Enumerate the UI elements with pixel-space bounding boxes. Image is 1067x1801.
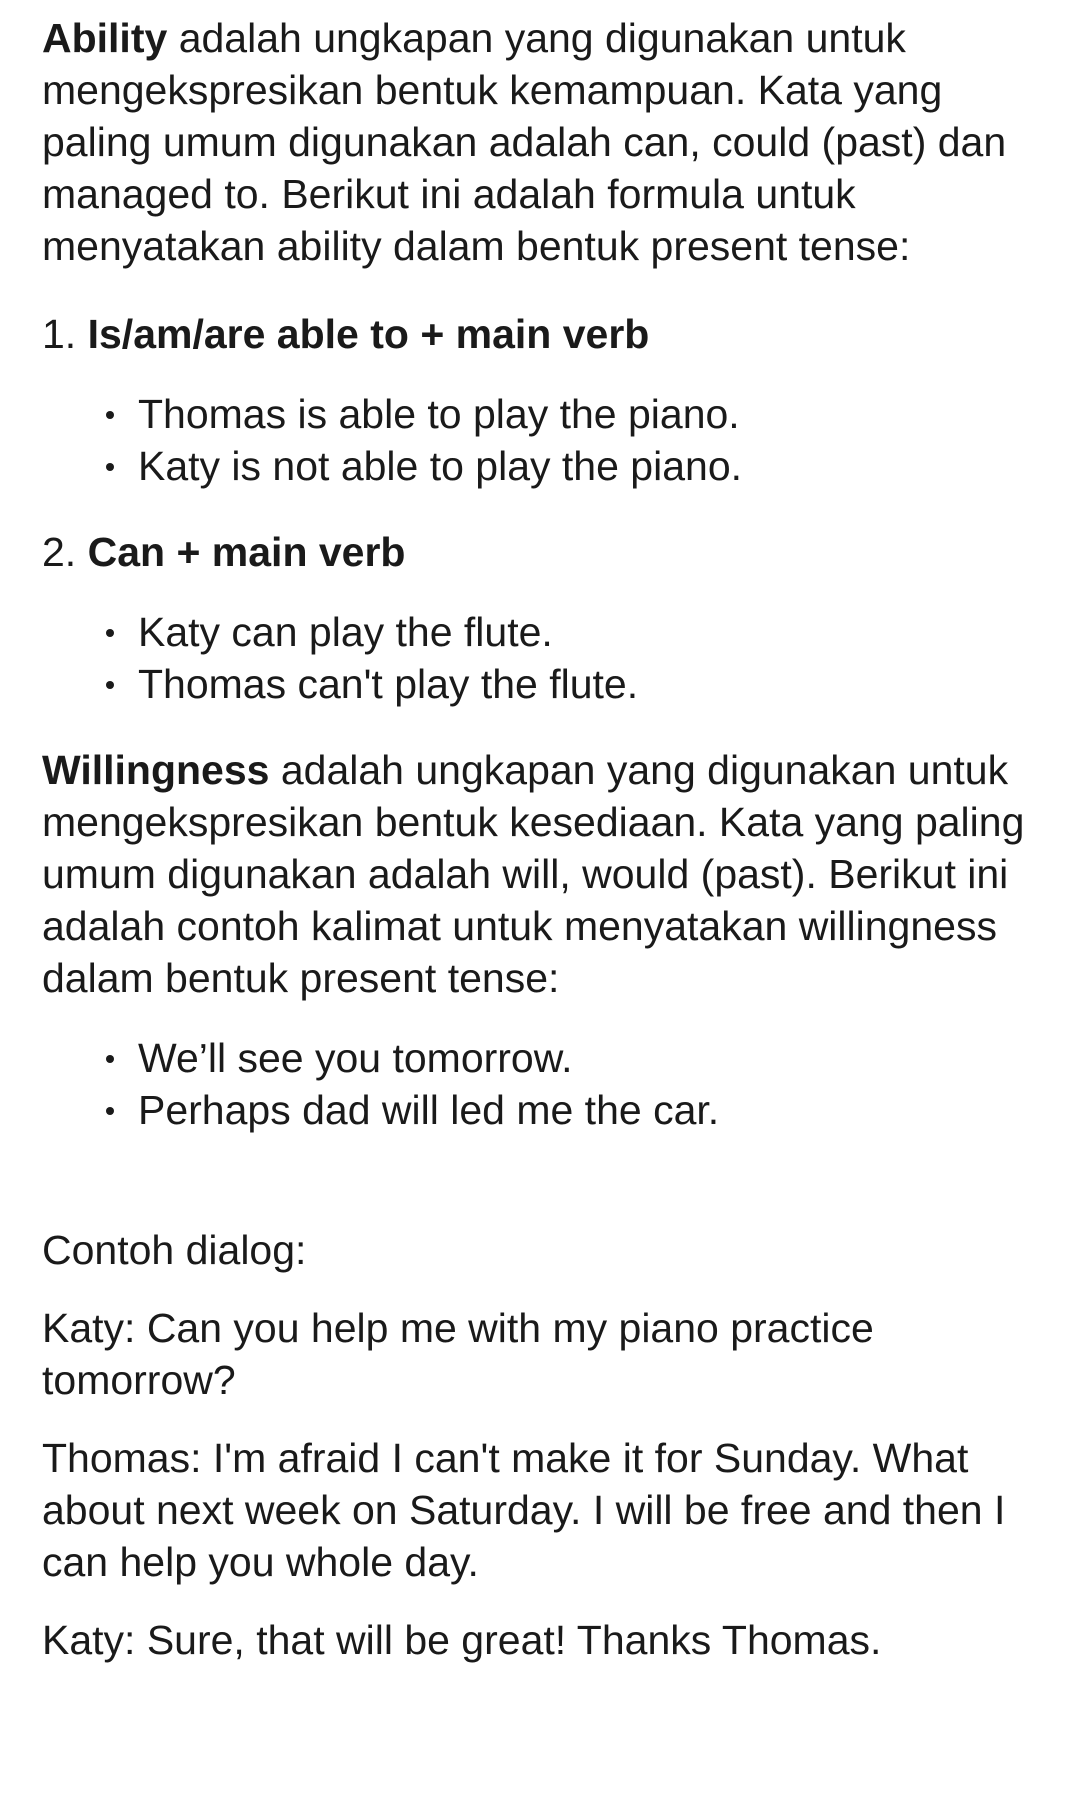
formula-1-heading (42, 308, 1042, 360)
willingness-term: Willingness (42, 747, 270, 793)
dialog-line: Katy: Sure, that will be great! Thanks Thomas. (42, 1617, 882, 1663)
ability-term: Ability (42, 15, 168, 61)
formula-1-examples (42, 388, 1042, 492)
formula-2-number: 2. (42, 529, 77, 575)
ability-definition: adalah ungkapan yang digunakan untuk mengekspresikan bentuk kemampuan. Kata yang paling umum digunakan adalah can, could (past) dan managed to. Berikut ini adalah formula untuk menyatakan ability dalam bentuk present tense: (42, 15, 1007, 269)
ability-paragraph (42, 12, 1042, 272)
willingness-definition: adalah ungkapan yang digunakan untuk mengekspresikan bentuk kesediaan. Kata yang paling umum digunakan adalah will, would (past). Berikut ini adalah contoh kalimat untuk menyatakan willingness dalam bentuk present tense: (42, 747, 1025, 1001)
list-item: Perhaps dad will led me the car. (98, 1084, 1042, 1136)
formula-1-number: 1. (42, 311, 77, 357)
document-content (42, 12, 1042, 1666)
list-item: We’ll see you tomorrow. (98, 1032, 1042, 1084)
dialog-title: Contoh dialog: (42, 1227, 307, 1273)
formula-2-examples (42, 606, 1042, 710)
list-item: Katy can play the flute. (98, 606, 1042, 658)
formula-1-label: Is/am/are able to + main verb (87, 311, 650, 357)
dialog-line: Katy: Can you help me with my piano practice tomorrow? (42, 1305, 874, 1403)
dialog-line: Thomas: I'm afraid I can't make it for Sunday. What about next week on Saturday. I will be free and then I can help you whole day. (42, 1435, 1006, 1585)
willingness-examples (42, 1032, 1042, 1136)
formula-2-heading (42, 526, 1042, 578)
formula-2-label: Can + main verb (87, 529, 406, 575)
list-item: Thomas can't play the flute. (98, 658, 1042, 710)
list-item: Katy is not able to play the piano. (98, 440, 1042, 492)
willingness-paragraph (42, 744, 1042, 1004)
list-item: Thomas is able to play the piano. (98, 388, 1042, 440)
